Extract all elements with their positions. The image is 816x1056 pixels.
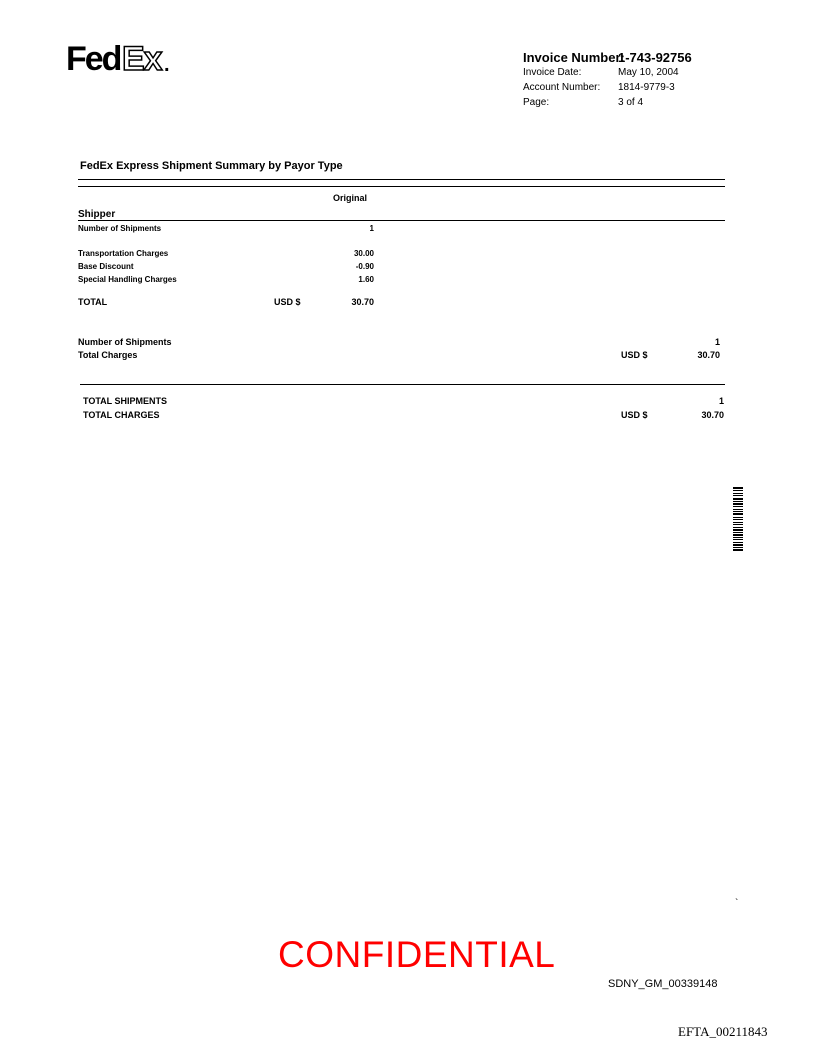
barcode-bar [733,511,743,512]
grand-total-shipments-label: TOTAL SHIPMENTS [83,396,168,406]
logo-dot: . [164,54,170,76]
barcode-bar [733,503,743,505]
charge-row-value: 1.60 [358,275,374,284]
stray-mark: ` [735,898,739,909]
barcode-bar [733,501,743,502]
section-title: FedEx Express Shipment Summary by Payor Type [80,160,343,172]
logo-ex-text: Ex [122,40,162,78]
invoice-number-label: Invoice Number: [523,50,625,65]
barcode-bar [733,534,743,536]
charge-row-label: Base Discount [78,262,134,271]
grand-total-shipments-value: 1 [718,396,724,406]
barcode-bar [733,532,743,533]
page-value: 3 of 4 [618,97,644,108]
barcode [733,487,743,584]
summary-num-shipments-label: Number of Shipments [78,337,172,347]
barcode-bar [733,519,743,520]
barcode-bar [733,537,743,538]
account-number-value: 1814-9779-3 [618,82,675,93]
total-label: TOTAL [78,297,108,307]
total-value: 30.70 [351,297,374,307]
barcode-bar [733,493,743,494]
group-label-shipper: Shipper [78,209,116,220]
grand-total-charges-value: 30.70 [701,410,724,420]
charge-row-label: Transportation Charges [78,249,169,258]
barcode-bar [733,517,743,518]
top-rule-2 [78,186,725,187]
barcode-bar [733,547,743,548]
charge-row-label: Special Handling Charges [78,275,177,284]
invoice-date-label: Invoice Date: [523,67,582,78]
barcode-bar [733,549,743,551]
invoice-number-value: 1-743-92756 [618,50,692,65]
barcode-bar [733,487,743,489]
logo-fed-text: Fed [66,40,121,78]
summary-total-charges-currency: USD $ [621,350,648,360]
barcode-bar [733,495,743,496]
barcode-bar [733,544,743,546]
grand-total-rule [80,384,725,385]
page-label: Page: [523,97,550,108]
fedex-logo [66,40,176,85]
barcode-bar [733,513,743,515]
bates-number: SDNY_GM_00339148 [608,978,718,990]
barcode-graphic [733,487,743,579]
barcode-bar [733,506,743,507]
summary-num-shipments-value: 1 [714,337,720,347]
barcode-bar [733,529,743,531]
barcode-bar [733,524,743,525]
grand-total-charges-currency: USD $ [621,410,648,420]
fedex-logo-mark [66,40,176,80]
num-shipments-label: Number of Shipments [78,224,162,233]
column-header-original: Original [333,193,368,203]
summary-total-charges-label: Total Charges [78,350,138,360]
invoice-date-value: May 10, 2004 [618,67,679,78]
charge-row-value: 30.00 [353,249,374,258]
efta-number: EFTA_00211843 [678,1024,768,1039]
num-shipments-value: 1 [369,224,374,233]
charge-row-value: -0.90 [355,262,374,271]
barcode-bar [733,490,743,491]
barcode-bar [733,542,743,543]
barcode-bar [733,527,743,528]
confidential-stamp: CONFIDENTIAL [278,934,556,975]
top-rule [78,179,725,180]
barcode-bar [733,509,743,510]
barcode-bar [733,539,743,540]
barcode-bar [733,522,743,523]
shipper-rule [78,220,725,221]
summary-total-charges-value: 30.70 [697,350,720,360]
grand-total-charges-label: TOTAL CHARGES [83,410,160,420]
total-currency: USD $ [274,297,301,307]
barcode-bar [733,498,743,500]
account-number-label: Account Number: [523,82,601,93]
